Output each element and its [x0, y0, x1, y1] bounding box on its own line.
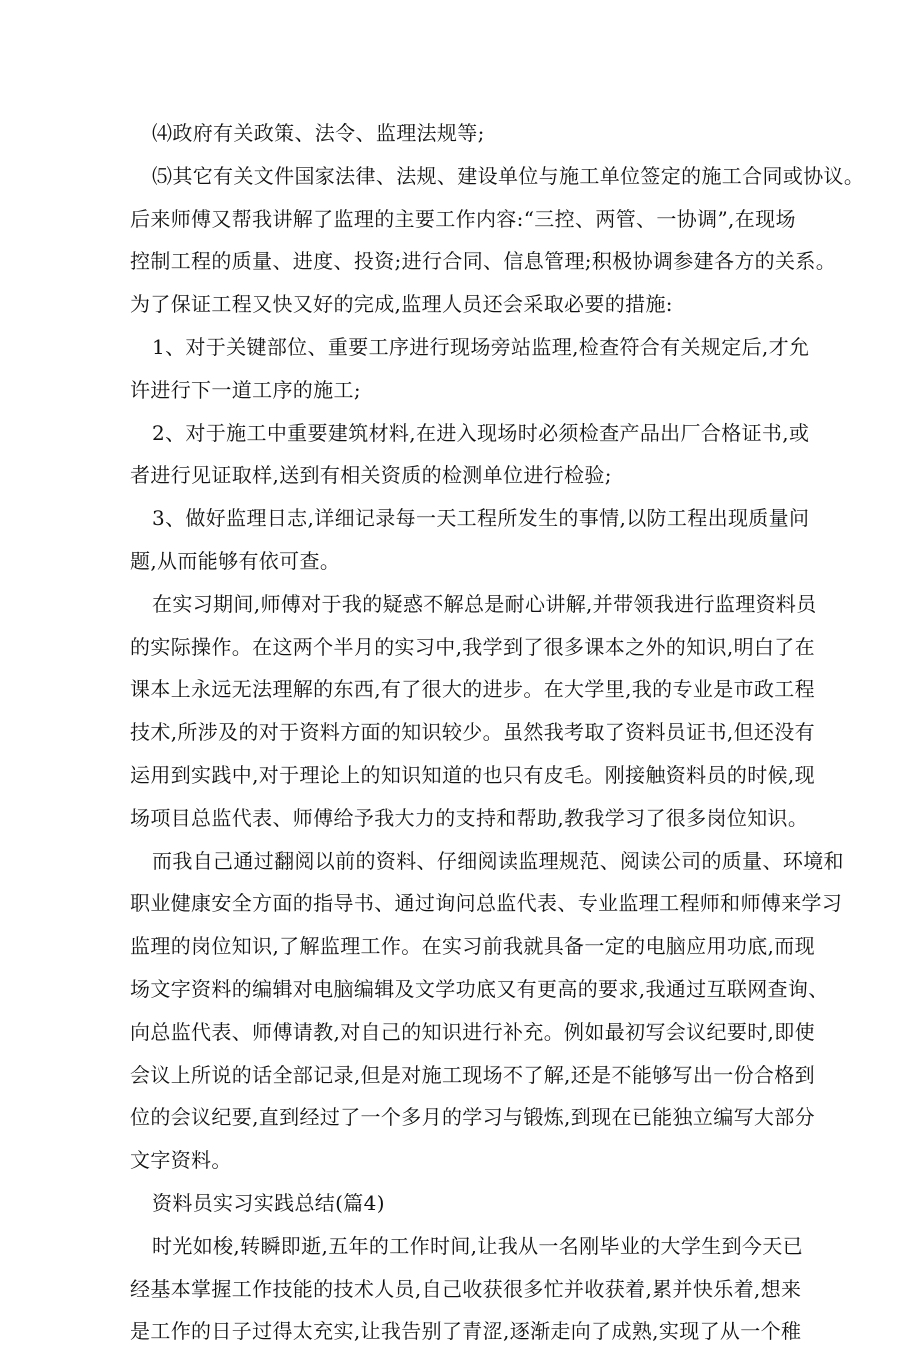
text-line: 后来师傅又帮我讲解了监理的主要工作内容:“三控、两管、一协调”,在现场: [130, 206, 796, 231]
text-line: 运用到实践中,对于理论上的知识知道的也只有皮毛。刚接触资料员的时候,现: [130, 762, 815, 787]
text-line: 的实际操作。在这两个半月的实习中,我学到了很多课本之外的知识,明白了在: [130, 634, 815, 659]
text-line: 监理的岗位知识,了解监理工作。在实习前我就具备一定的电脑应用功底,而现: [130, 934, 815, 959]
text-line: 时光如梭,转瞬即逝,五年的工作时间,让我从一名刚毕业的大学生到今天已: [152, 1233, 803, 1258]
text-line: 而我自己通过翻阅以前的资料、仔细阅读监理规范、阅读公司的质量、环境和: [152, 848, 844, 873]
section-heading: 资料员实习实践总结(篇4): [152, 1190, 385, 1215]
text-line: 1、对于关键部位、重要工序进行现场旁站监理,检查符合有关规定后,才允: [152, 334, 810, 359]
text-line: 2、对于施工中重要建筑材料,在进入现场时必须检查产品出厂合格证书,或: [152, 420, 810, 445]
text-line: 题,从而能够有依可查。: [130, 548, 341, 573]
text-line: 控制工程的质量、进度、投资;进行合同、信息管理;积极协调参建各方的关系。: [130, 249, 837, 274]
text-line: 为了保证工程又快又好的完成,监理人员还会采取必要的措施:: [130, 292, 673, 317]
text-line: 者进行见证取样,送到有相关资质的检测单位进行检验;: [130, 463, 612, 488]
text-line: 技术,所涉及的对于资料方面的知识较少。虽然我考取了资料员证书,但还没有: [130, 720, 815, 745]
text-line: 课本上永远无法理解的东西,有了很大的进步。在大学里,我的专业是市政工程: [130, 677, 815, 702]
text-line: ⑸其它有关文件国家法律、法规、建设单位与施工单位签定的施工合同或协议。: [152, 163, 865, 188]
text-line: 许进行下一道工序的施工;: [130, 377, 361, 402]
document-body: [130, 112, 865, 1353]
text-line: ⑷政府有关政策、法令、监理法规等;: [152, 121, 485, 145]
text-line: 是工作的日子过得太充实,让我告别了青涩,逐渐走向了成熟,实现了从一个稚: [130, 1319, 802, 1344]
text-line: 职业健康安全方面的指导书、通过询问总监代表、专业监理工程师和师傅来学习: [130, 891, 843, 916]
text-line: 位的会议纪要,直到经过了一个多月的学习与锻炼,到现在已能独立编写大部分: [130, 1105, 815, 1130]
text-line: 场文字资料的编辑对电脑编辑及文学功底又有更高的要求,我通过互联网查询、: [130, 976, 829, 1001]
text-line: 向总监代表、师傅请教,对自己的知识进行补充。例如最初写会议纪要时,即使: [130, 1019, 815, 1044]
text-line: 经基本掌握工作技能的技术人员,自己收获很多忙并收获着,累并快乐着,想来: [130, 1276, 802, 1301]
text-line: 3、做好监理日志,详细记录每一天工程所发生的事情,以防工程出现质量问: [152, 506, 810, 531]
text-line: 在实习期间,师傅对于我的疑惑不解总是耐心讲解,并带领我进行监理资料员: [152, 591, 817, 616]
text-line: 场项目总监代表、师傅给予我大力的支持和帮助,教我学习了很多岗位知识。: [130, 805, 809, 830]
text-line: 文字资料。: [130, 1148, 232, 1173]
text-line: 会议上所说的话全部记录,但是对施工现场不了解,还是不能够写出一份合格到: [130, 1062, 815, 1087]
